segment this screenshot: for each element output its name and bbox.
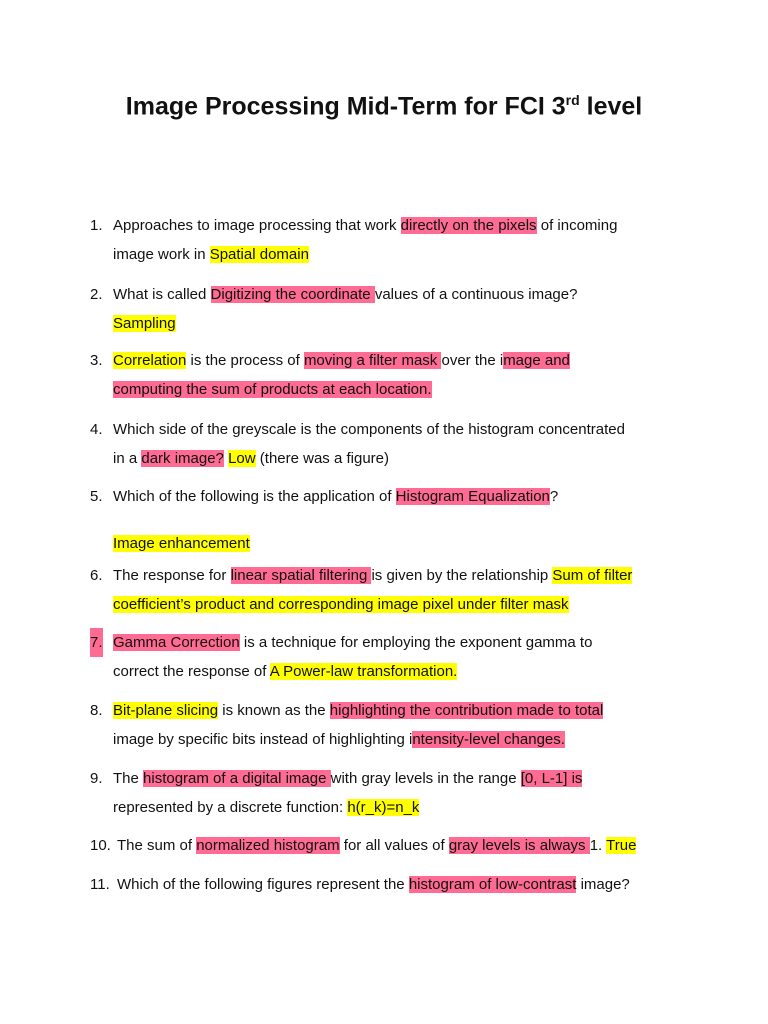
question-item: [90, 346, 690, 404]
highlight-yellow-answer: Spatial domain: [209, 246, 309, 263]
question-text: [113, 764, 690, 822]
question-number: 9.: [90, 770, 103, 787]
text-segment: Which of the following is the application of: [113, 488, 396, 505]
text-segment: ?: [549, 488, 559, 505]
question-text: [117, 831, 690, 860]
text-segment: The response for: [113, 567, 231, 584]
question-line: [113, 725, 690, 754]
highlight-pink: Histogram Equalization: [395, 488, 550, 505]
highlight-pink: gray levels is always: [448, 837, 590, 854]
question-number: 2.: [90, 286, 103, 303]
text-segment: Which side of the greyscale is the components of the histogram concentrated: [113, 421, 625, 438]
question-text: [113, 628, 690, 686]
question-line: [113, 529, 690, 558]
question-text: [113, 482, 690, 558]
question-item: [90, 415, 690, 473]
highlight-yellow-answer: Low: [228, 450, 256, 467]
highlight-yellow-answer: Sum of filter: [552, 567, 633, 584]
text-segment: image?: [576, 876, 630, 893]
question-number: 5.: [90, 488, 103, 505]
question-text: [117, 870, 690, 899]
highlight-pink: directly on the pixels: [400, 217, 537, 234]
question-item: [90, 764, 690, 822]
question-number: 11.: [90, 876, 110, 893]
text-segment: is known as the: [218, 702, 330, 719]
text-segment: The: [113, 770, 144, 787]
question-line: [113, 375, 690, 404]
question-line: [113, 657, 690, 686]
highlight-pink: highlighting the contribution made to total: [329, 702, 604, 719]
question-line: [113, 696, 690, 725]
text-segment: over the i: [441, 352, 504, 369]
question-text: [113, 280, 690, 338]
highlight-pink: histogram of low-contrast: [408, 876, 577, 893]
question-text: [113, 561, 690, 619]
text-segment: of incoming: [536, 217, 618, 234]
text-segment: image by specific bits instead of highlighting i: [113, 731, 413, 748]
question-line: [117, 831, 690, 860]
text-segment: image work in: [113, 246, 210, 263]
highlight-pink: dark image?: [141, 450, 224, 467]
question-number: 3.: [90, 352, 103, 369]
text-segment: is a technique for employing the exponent gamma to: [239, 634, 593, 651]
text-segment: with gray levels in the range: [330, 770, 521, 787]
title-superscript: rd: [565, 92, 580, 108]
question-item: [90, 696, 690, 754]
question-item: [90, 482, 690, 558]
text-segment: is the process of: [186, 352, 304, 369]
question-number: 4.: [90, 421, 103, 438]
highlight-yellow-answer: h(r_k)=n_k: [347, 799, 420, 816]
question-item: [90, 831, 690, 860]
text-segment: represented by a discrete function:: [113, 799, 348, 816]
title-text: Image Processing Mid-Term for FCI 3: [125, 92, 566, 121]
highlight-pink: mage and: [503, 352, 570, 369]
text-segment: values of a continuous image?: [374, 286, 578, 303]
highlight-yellow-answer: True: [606, 837, 637, 854]
question-line: [113, 211, 690, 240]
text-segment: (there was a figure): [255, 450, 389, 467]
text-segment: What is called: [113, 286, 211, 303]
text-segment: 1.: [589, 837, 607, 854]
page-title: [0, 92, 768, 121]
highlight-pink: Digitizing the coordinate: [210, 286, 375, 303]
highlight-yellow-answer: Correlation: [113, 352, 187, 369]
highlight-yellow-answer: Sampling: [113, 315, 176, 332]
question-line: [113, 280, 690, 309]
question-text: [113, 346, 690, 404]
highlight-pink: histogram of a digital image: [143, 770, 331, 787]
question-line: [113, 346, 690, 375]
question-line: [113, 561, 690, 590]
text-segment: for all values of: [339, 837, 449, 854]
question-text: [113, 696, 690, 754]
question-item: [90, 628, 690, 686]
highlight-pink: computing the sum of products at each location.: [113, 381, 432, 398]
highlight-pink: Gamma Correction: [113, 634, 240, 651]
text-segment: The sum of: [117, 837, 197, 854]
text-segment: is given by the relationship: [371, 567, 553, 584]
highlight-pink: ntensity-level changes.: [412, 731, 565, 748]
question-number: 6.: [90, 567, 103, 584]
question-number: 8.: [90, 702, 103, 719]
question-item: [90, 280, 690, 338]
highlight-yellow-answer: Image enhancement: [113, 535, 250, 552]
highlight-pink: linear spatial filtering: [230, 567, 372, 584]
highlight-yellow-answer: A Power-law transformation.: [269, 663, 458, 680]
title-end: level: [586, 92, 643, 121]
question-line: [113, 240, 690, 269]
question-line: [113, 444, 690, 473]
question-number: 7.: [90, 628, 103, 657]
question-line: [113, 628, 690, 657]
question-line: [113, 415, 690, 444]
question-text: [113, 211, 690, 269]
text-segment: Which of the following figures represent the: [117, 876, 409, 893]
question-line: [113, 793, 690, 822]
question-item: [90, 211, 690, 269]
highlight-yellow-answer: coefficient’s product and corresponding image pixel under filter mask: [113, 596, 569, 613]
question-number: 1.: [90, 217, 103, 234]
highlight-yellow-answer: Bit-plane slicing: [113, 702, 219, 719]
question-line: [117, 870, 690, 899]
question-line: [113, 764, 690, 793]
question-line: [113, 482, 690, 511]
question-number: 10.: [90, 837, 111, 854]
question-line: [113, 309, 690, 338]
text-segment: correct the response of: [113, 663, 270, 680]
question-text: [113, 415, 690, 473]
highlight-pink: moving a filter mask: [303, 352, 442, 369]
text-segment: in a: [113, 450, 142, 467]
question-line: [113, 590, 690, 619]
question-item: [90, 561, 690, 619]
highlight-pink: [0, L-1] is: [520, 770, 583, 787]
highlight-pink: normalized histogram: [196, 837, 340, 854]
text-segment: Approaches to image processing that work: [113, 217, 401, 234]
question-item: [90, 870, 690, 899]
